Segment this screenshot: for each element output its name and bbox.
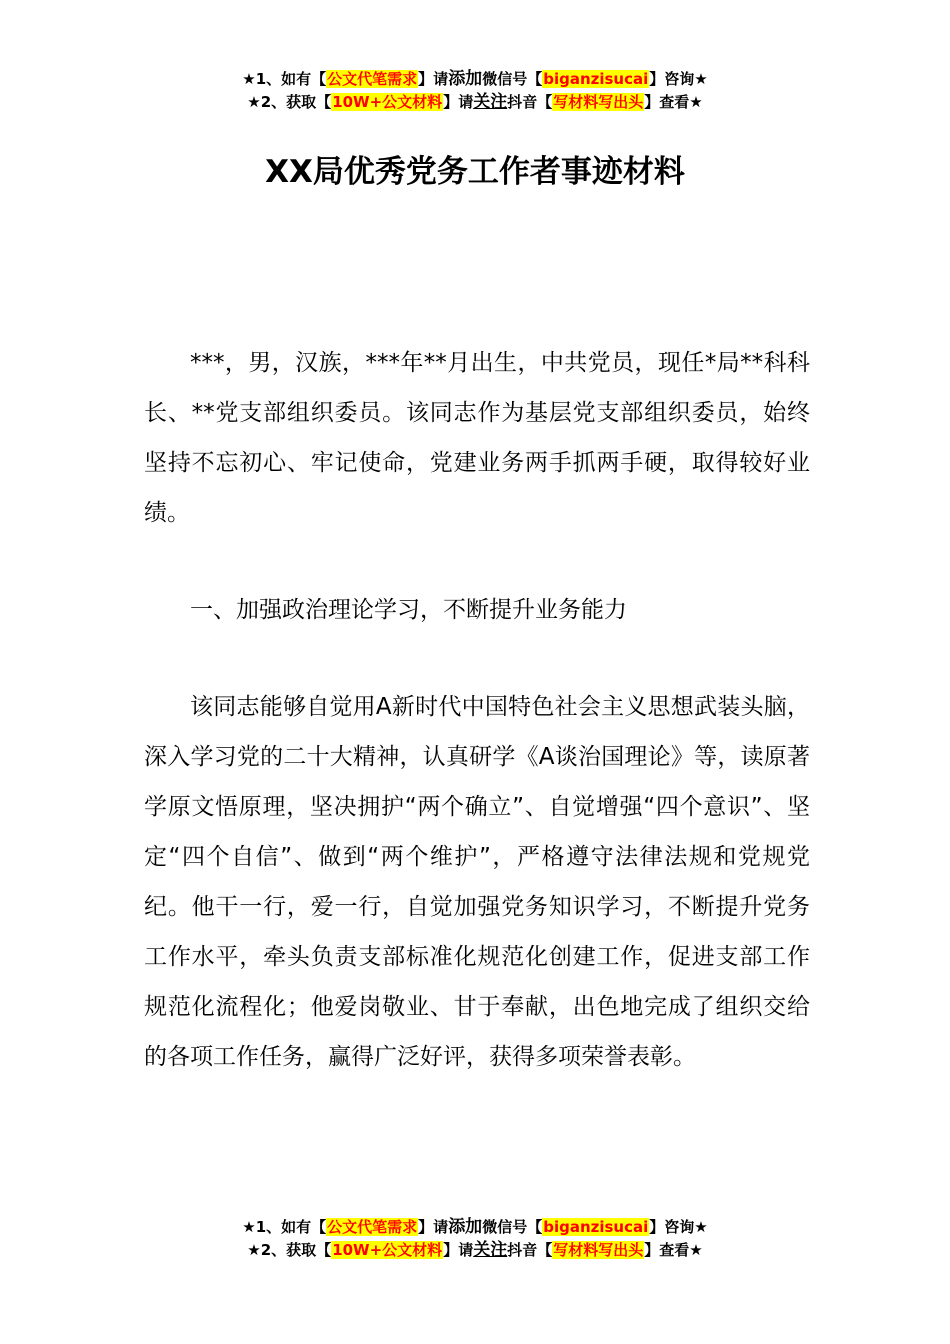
highlight-wechat-id: biganzisucai bbox=[543, 70, 649, 88]
footer-ad-banner bbox=[0, 1216, 950, 1262]
highlight-writing-service: 公文代笔需求 bbox=[327, 70, 418, 88]
highlight-wechat-id: biganzisucai bbox=[543, 1218, 649, 1236]
intro-paragraph: ***，男，汉族，***年**月出生，中共党员，现任*局**科科长、**党支部组织委员。该同志作为基层党支部组织委员，始终坚持不忘初心、牢记使命，党建业务两手抓两手硬，取得较好业绩。 bbox=[144, 350, 810, 526]
banner-line-2: ★2、获取【10W+公文材料】请关注抖音【写材料写出头】查看★ bbox=[247, 92, 703, 112]
highlight-materials: 10W+公文材料 bbox=[332, 93, 443, 111]
banner-line-2: ★2、获取【10W+公文材料】请关注抖音【写材料写出头】查看★ bbox=[247, 1240, 703, 1260]
highlight-materials: 10W+公文材料 bbox=[332, 1241, 443, 1259]
highlight-writing-service: 公文代笔需求 bbox=[327, 1218, 418, 1236]
highlight-douyin-account: 写材料写出头 bbox=[553, 93, 644, 111]
banner-line-1: ★1、如有【公文代笔需求】请添加微信号【biganzisucai】咨询★ bbox=[242, 69, 708, 89]
banner-line-1: ★1、如有【公文代笔需求】请添加微信号【biganzisucai】咨询★ bbox=[242, 1217, 708, 1237]
section-heading: 一、加强政治理论学习，不断提升业务能力 bbox=[190, 597, 627, 623]
document-title: XX局优秀党务工作者事迹材料 bbox=[265, 154, 685, 190]
highlight-douyin-account: 写材料写出头 bbox=[553, 1241, 644, 1259]
header-ad-banner bbox=[0, 68, 950, 114]
document-body bbox=[144, 338, 810, 1082]
section-paragraph: 该同志能够自觉用A新时代中国特色社会主义思想武装头脑，深入学习党的二十大精神，认真研学《A谈治国理论》等，读原著学原文悟原理，坚决拥护“两个确立”、自觉增强“四个意识”、坚定“四个自信”、做到“两个维护”，严格遵守法律法规和党规党纪。他干一行，爱一行，自觉加强党务知识学习，不断提升党务工作水平，牵头负责支部标准化规范化创建工作，促进支部工作规范化流程化；他爱岗敬业、甘于奉献，出色地完成了组织交给的各项工作任务，赢得广泛好评，获得多项荣誉表彰。 bbox=[144, 694, 810, 1070]
